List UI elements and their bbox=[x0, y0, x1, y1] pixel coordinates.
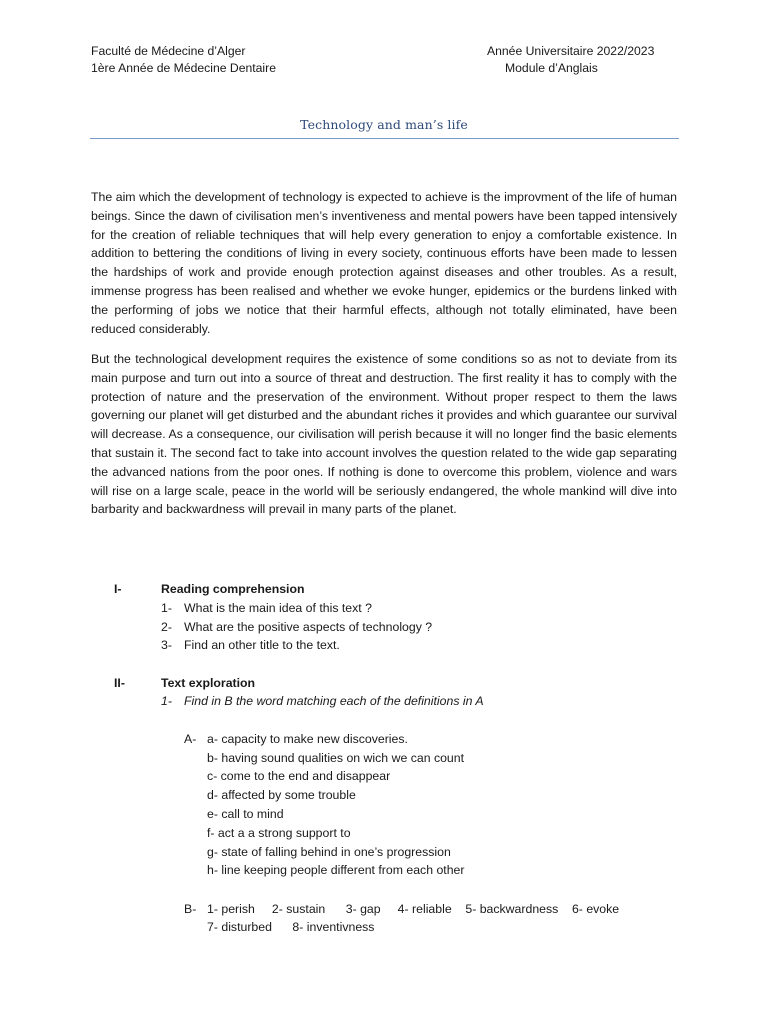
definition-c: c- come to the end and disappear bbox=[207, 769, 391, 783]
definition-g: g- state of falling behind in one’s progression bbox=[207, 845, 451, 859]
question-1-number: 1- bbox=[161, 601, 172, 615]
word-list-line-2: 7- disturbed 8- inventivness bbox=[207, 920, 375, 934]
paragraph-2: But the technological development requires the existence of some conditions so as not to deviate from its main purpose and turn out into a source of threat and destruction. The first reality it has to comply with the protection of nature and the preservation of the environment. Without proper respect to them the laws governing our planet will get disturbed and the abundant riches it provides and which guarantee our survival will decrease. As a consequence, our civilisation will perish because it will no longer find the basic elements that sustain it. The second fact to take into account involves the question related to the wide gap separating the advanced nations from the poor ones. If nothing is done to overcome this problem, violence and wars will rise on a large scale, peace in the world will be seriously endangered, the whole mankind will dive into barbarity and backwardness will prevail in many parts of the planet. bbox=[91, 352, 677, 517]
header-right bbox=[487, 43, 654, 77]
section-2-title: Text exploration bbox=[161, 676, 256, 690]
exercise-1-instruction: Find in B the word matching each of the definitions in A bbox=[184, 694, 484, 708]
document-title: Technology and man’s life bbox=[300, 117, 468, 132]
title-divider bbox=[90, 138, 679, 139]
question-1-text: What is the main idea of this text ? bbox=[184, 601, 372, 615]
word-list-line-1: 1- perish 2- sustain 3- gap 4- reliable 5- backwardness 6- evoke bbox=[207, 902, 620, 916]
section-2-number: II- bbox=[114, 676, 125, 690]
module-name: Module d’Anglais bbox=[505, 61, 598, 75]
question-3-text: Find an other title to the text. bbox=[184, 638, 340, 652]
definition-d: d- affected by some trouble bbox=[207, 788, 356, 802]
year-program: 1ère Année de Médecine Dentaire bbox=[91, 61, 276, 75]
faculty-name: Faculté de Médecine d’Alger bbox=[91, 44, 246, 58]
section-1-title: Reading comprehension bbox=[161, 582, 305, 596]
section-1-number: I- bbox=[114, 582, 122, 596]
paragraph-1: The aim which the development of technology is expected to achieve is the improvment of the life of human beings. Since the dawn of civilisation men’s inventiveness and mental powers have been tapped intensively for the creation of reliable techniques that will help every generation to enjoy a comfortable existence. In addition to bettering the conditions of living in every society, continuous efforts have been made to lessen the hardships of work and provide enough protection against diseases and other troubles. As a result, immense progress has been realised and whether we evoke hunger, epidemics or the burdens linked with the performing of jobs we notice that their harmful effects, although not totally eliminated, have been reduced considerably. bbox=[91, 190, 677, 336]
definition-h: h- line keeping people different from each other bbox=[207, 863, 465, 877]
definition-f: f- act a a strong support to bbox=[207, 826, 351, 840]
list-a-label: A- bbox=[184, 732, 197, 746]
definition-e: e- call to mind bbox=[207, 807, 284, 821]
header-left bbox=[91, 43, 276, 77]
definition-a: a- capacity to make new discoveries. bbox=[207, 732, 408, 746]
question-3-number: 3- bbox=[161, 638, 172, 652]
list-b-label: B- bbox=[184, 902, 197, 916]
exercise-1-number: 1- bbox=[161, 694, 172, 708]
question-2-number: 2- bbox=[161, 620, 172, 634]
academic-year: Année Universitaire 2022/2023 bbox=[487, 44, 655, 58]
definition-b: b- having sound qualities on wich we can count bbox=[207, 751, 465, 765]
question-2-text: What are the positive aspects of technology ? bbox=[184, 620, 433, 634]
